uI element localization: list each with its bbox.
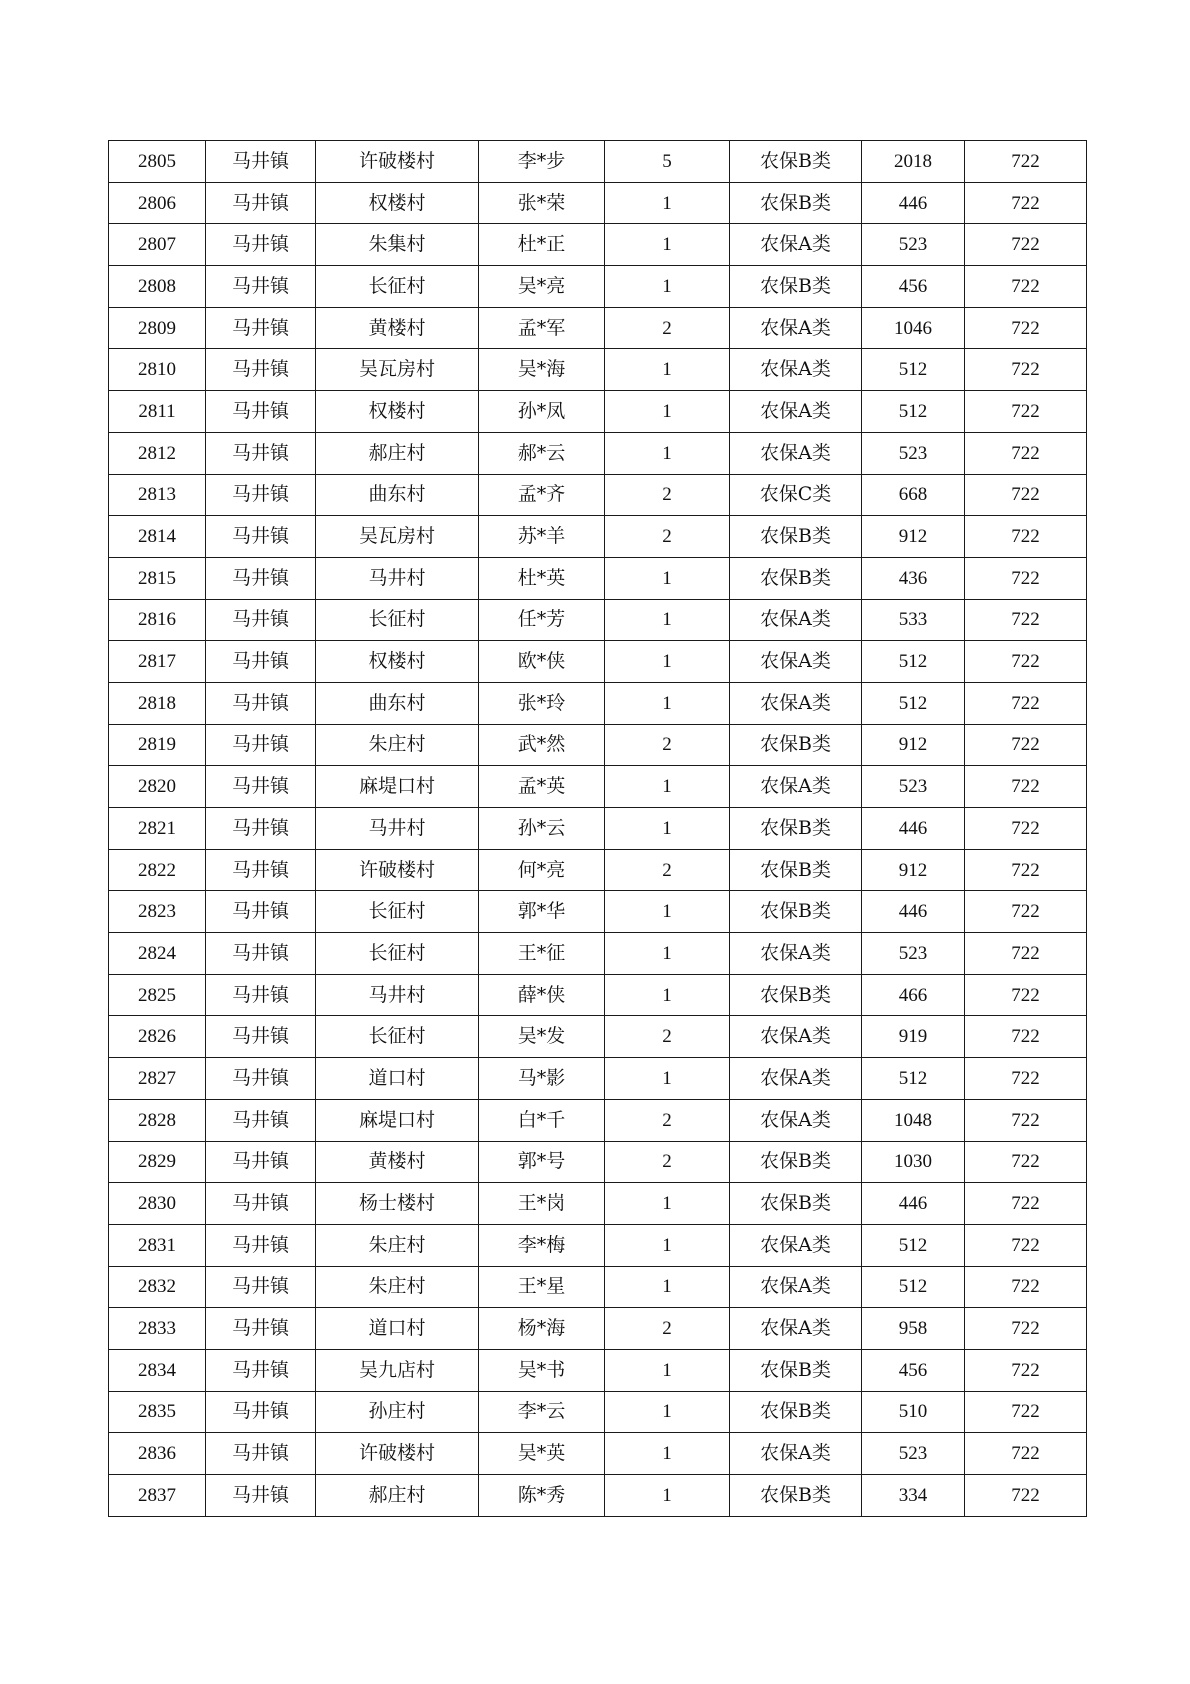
name-cell: 孙*云 [479,808,605,850]
serial-number-cell: 2832 [109,1266,206,1308]
serial-number-cell: 2820 [109,766,206,808]
household-size-cell: 1 [605,766,730,808]
name-cell: 何*亮 [479,849,605,891]
amount-cell: 1030 [862,1141,965,1183]
serial-number-cell: 2810 [109,349,206,391]
standard-cell: 722 [965,1058,1087,1100]
amount-cell: 446 [862,182,965,224]
household-size-cell: 2 [605,1308,730,1350]
village-cell: 黄楼村 [316,1141,479,1183]
household-size-cell: 2 [605,1099,730,1141]
standard-cell: 722 [965,1224,1087,1266]
insurance-category-cell: 农保B类 [730,1475,862,1517]
household-size-cell: 2 [605,1141,730,1183]
serial-number-cell: 2825 [109,974,206,1016]
village-cell: 道口村 [316,1058,479,1100]
village-cell: 长征村 [316,891,479,933]
name-cell: 李*步 [479,141,605,183]
household-size-cell: 1 [605,1391,730,1433]
table-row [109,1058,1087,1100]
household-size-cell: 1 [605,933,730,975]
household-size-cell: 1 [605,224,730,266]
household-size-cell: 1 [605,1475,730,1517]
standard-cell: 722 [965,599,1087,641]
amount-cell: 466 [862,974,965,1016]
name-cell: 郝*云 [479,432,605,474]
table-row [109,1433,1087,1475]
town-cell: 马井镇 [206,182,316,224]
village-cell: 曲东村 [316,682,479,724]
serial-number-cell: 2830 [109,1183,206,1225]
insurance-category-cell: 农保A类 [730,1016,862,1058]
table-row [109,557,1087,599]
amount-cell: 668 [862,474,965,516]
amount-cell: 512 [862,349,965,391]
table-row [109,1016,1087,1058]
name-cell: 白*千 [479,1099,605,1141]
insurance-category-cell: 农保A类 [730,641,862,683]
serial-number-cell: 2818 [109,682,206,724]
town-cell: 马井镇 [206,1099,316,1141]
village-cell: 长征村 [316,599,479,641]
town-cell: 马井镇 [206,1141,316,1183]
amount-cell: 912 [862,516,965,558]
standard-cell: 722 [965,432,1087,474]
serial-number-cell: 2831 [109,1224,206,1266]
serial-number-cell: 2809 [109,307,206,349]
village-cell: 马井村 [316,808,479,850]
village-cell: 许破楼村 [316,849,479,891]
town-cell: 马井镇 [206,266,316,308]
insurance-category-cell: 农保A类 [730,224,862,266]
amount-cell: 523 [862,1433,965,1475]
amount-cell: 446 [862,891,965,933]
household-size-cell: 1 [605,1058,730,1100]
serial-number-cell: 2836 [109,1433,206,1475]
household-size-cell: 2 [605,1016,730,1058]
town-cell: 马井镇 [206,974,316,1016]
standard-cell: 722 [965,516,1087,558]
serial-number-cell: 2816 [109,599,206,641]
town-cell: 马井镇 [206,1308,316,1350]
amount-cell: 446 [862,808,965,850]
standard-cell: 722 [965,1349,1087,1391]
village-cell: 黄楼村 [316,307,479,349]
table-row [109,599,1087,641]
village-cell: 长征村 [316,933,479,975]
town-cell: 马井镇 [206,766,316,808]
standard-cell: 722 [965,766,1087,808]
insurance-category-cell: 农保B类 [730,516,862,558]
table-row [109,891,1087,933]
insurance-category-cell: 农保B类 [730,808,862,850]
town-cell: 马井镇 [206,1058,316,1100]
insurance-category-cell: 农保B类 [730,1349,862,1391]
name-cell: 薛*侠 [479,974,605,1016]
standard-cell: 722 [965,307,1087,349]
village-cell: 马井村 [316,974,479,1016]
standard-cell: 722 [965,141,1087,183]
name-cell: 马*影 [479,1058,605,1100]
town-cell: 马井镇 [206,1183,316,1225]
standard-cell: 722 [965,349,1087,391]
village-cell: 麻堤口村 [316,1099,479,1141]
standard-cell: 722 [965,1016,1087,1058]
name-cell: 武*然 [479,724,605,766]
insurance-category-cell: 农保B类 [730,1391,862,1433]
table-row [109,641,1087,683]
village-cell: 朱庄村 [316,724,479,766]
town-cell: 马井镇 [206,1475,316,1517]
table-row [109,766,1087,808]
insurance-category-cell: 农保A类 [730,432,862,474]
standard-cell: 722 [965,682,1087,724]
household-size-cell: 1 [605,1224,730,1266]
town-cell: 马井镇 [206,682,316,724]
name-cell: 王*岗 [479,1183,605,1225]
village-cell: 朱集村 [316,224,479,266]
table-row [109,182,1087,224]
insurance-category-cell: 农保B类 [730,1141,862,1183]
village-cell: 道口村 [316,1308,479,1350]
amount-cell: 436 [862,557,965,599]
amount-cell: 456 [862,266,965,308]
town-cell: 马井镇 [206,141,316,183]
amount-cell: 1048 [862,1099,965,1141]
name-cell: 郭*号 [479,1141,605,1183]
name-cell: 杨*海 [479,1308,605,1350]
amount-cell: 512 [862,391,965,433]
name-cell: 李*云 [479,1391,605,1433]
name-cell: 张*荣 [479,182,605,224]
village-cell: 长征村 [316,266,479,308]
table-row [109,682,1087,724]
name-cell: 吴*亮 [479,266,605,308]
standard-cell: 722 [965,1308,1087,1350]
serial-number-cell: 2814 [109,516,206,558]
insurance-category-cell: 农保B类 [730,724,862,766]
serial-number-cell: 2821 [109,808,206,850]
town-cell: 马井镇 [206,391,316,433]
amount-cell: 2018 [862,141,965,183]
household-size-cell: 5 [605,141,730,183]
table-row [109,224,1087,266]
village-cell: 麻堤口村 [316,766,479,808]
serial-number-cell: 2806 [109,182,206,224]
name-cell: 杜*英 [479,557,605,599]
standard-cell: 722 [965,1475,1087,1517]
village-cell: 权楼村 [316,641,479,683]
village-cell: 郝庄村 [316,1475,479,1517]
standard-cell: 722 [965,1391,1087,1433]
village-cell: 吴瓦房村 [316,349,479,391]
amount-cell: 919 [862,1016,965,1058]
standard-cell: 722 [965,974,1087,1016]
village-cell: 许破楼村 [316,141,479,183]
serial-number-cell: 2833 [109,1308,206,1350]
standard-cell: 722 [965,724,1087,766]
insurance-category-cell: 农保A类 [730,1266,862,1308]
household-size-cell: 1 [605,599,730,641]
insurance-category-cell: 农保A类 [730,349,862,391]
town-cell: 马井镇 [206,557,316,599]
name-cell: 陈*秀 [479,1475,605,1517]
amount-cell: 512 [862,641,965,683]
household-size-cell: 1 [605,891,730,933]
table-row [109,391,1087,433]
insurance-category-cell: 农保B类 [730,974,862,1016]
name-cell: 张*玲 [479,682,605,724]
village-cell: 曲东村 [316,474,479,516]
name-cell: 郭*华 [479,891,605,933]
serial-number-cell: 2834 [109,1349,206,1391]
table-row [109,1099,1087,1141]
serial-number-cell: 2837 [109,1475,206,1517]
insurance-category-cell: 农保B类 [730,141,862,183]
amount-cell: 512 [862,1266,965,1308]
name-cell: 孟*军 [479,307,605,349]
table-row [109,1141,1087,1183]
household-size-cell: 1 [605,557,730,599]
amount-cell: 510 [862,1391,965,1433]
village-cell: 杨士楼村 [316,1183,479,1225]
insurance-category-cell: 农保A类 [730,307,862,349]
village-cell: 孙庄村 [316,1391,479,1433]
serial-number-cell: 2829 [109,1141,206,1183]
village-cell: 权楼村 [316,182,479,224]
table-row [109,1349,1087,1391]
household-size-cell: 1 [605,349,730,391]
table-row [109,516,1087,558]
insurance-category-cell: 农保B类 [730,266,862,308]
amount-cell: 912 [862,724,965,766]
amount-cell: 523 [862,224,965,266]
town-cell: 马井镇 [206,933,316,975]
household-size-cell: 1 [605,974,730,1016]
town-cell: 马井镇 [206,307,316,349]
village-cell: 马井村 [316,557,479,599]
table-row [109,307,1087,349]
table-row [109,349,1087,391]
household-size-cell: 1 [605,1433,730,1475]
insurance-category-cell: 农保A类 [730,766,862,808]
table-row [109,1224,1087,1266]
town-cell: 马井镇 [206,808,316,850]
standard-cell: 722 [965,391,1087,433]
serial-number-cell: 2805 [109,141,206,183]
village-cell: 长征村 [316,1016,479,1058]
name-cell: 孟*齐 [479,474,605,516]
town-cell: 马井镇 [206,1433,316,1475]
standard-cell: 722 [965,1099,1087,1141]
town-cell: 马井镇 [206,1266,316,1308]
serial-number-cell: 2828 [109,1099,206,1141]
table-row [109,808,1087,850]
serial-number-cell: 2835 [109,1391,206,1433]
serial-number-cell: 2811 [109,391,206,433]
amount-cell: 512 [862,1058,965,1100]
village-cell: 权楼村 [316,391,479,433]
table-row [109,974,1087,1016]
name-cell: 任*芳 [479,599,605,641]
insurance-category-cell: 农保B类 [730,891,862,933]
amount-cell: 912 [862,849,965,891]
village-cell: 许破楼村 [316,1433,479,1475]
serial-number-cell: 2813 [109,474,206,516]
serial-number-cell: 2819 [109,724,206,766]
name-cell: 孙*凤 [479,391,605,433]
town-cell: 马井镇 [206,516,316,558]
village-cell: 朱庄村 [316,1266,479,1308]
village-cell: 吴瓦房村 [316,516,479,558]
serial-number-cell: 2807 [109,224,206,266]
insurance-category-cell: 农保A类 [730,1058,862,1100]
standard-cell: 722 [965,933,1087,975]
table-row [109,724,1087,766]
household-size-cell: 1 [605,266,730,308]
household-size-cell: 2 [605,849,730,891]
village-cell: 朱庄村 [316,1224,479,1266]
insurance-category-cell: 农保C类 [730,474,862,516]
town-cell: 马井镇 [206,891,316,933]
town-cell: 马井镇 [206,474,316,516]
household-size-cell: 2 [605,307,730,349]
insurance-category-cell: 农保A类 [730,1224,862,1266]
insurance-category-cell: 农保A类 [730,391,862,433]
insurance-category-cell: 农保B类 [730,1183,862,1225]
serial-number-cell: 2812 [109,432,206,474]
household-size-cell: 2 [605,474,730,516]
table-row [109,1266,1087,1308]
household-size-cell: 1 [605,1266,730,1308]
amount-cell: 523 [862,432,965,474]
amount-cell: 334 [862,1475,965,1517]
name-cell: 王*征 [479,933,605,975]
standard-cell: 722 [965,891,1087,933]
serial-number-cell: 2817 [109,641,206,683]
name-cell: 吴*海 [479,349,605,391]
town-cell: 马井镇 [206,1391,316,1433]
serial-number-cell: 2808 [109,266,206,308]
name-cell: 欧*侠 [479,641,605,683]
standard-cell: 722 [965,1266,1087,1308]
household-size-cell: 1 [605,182,730,224]
standard-cell: 722 [965,1141,1087,1183]
household-size-cell: 1 [605,1183,730,1225]
amount-cell: 512 [862,1224,965,1266]
standard-cell: 722 [965,266,1087,308]
table-row [109,1475,1087,1517]
town-cell: 马井镇 [206,224,316,266]
insurance-category-cell: 农保A类 [730,1433,862,1475]
table-row [109,432,1087,474]
household-size-cell: 1 [605,1349,730,1391]
town-cell: 马井镇 [206,1224,316,1266]
household-size-cell: 1 [605,432,730,474]
amount-cell: 523 [862,933,965,975]
town-cell: 马井镇 [206,599,316,641]
standard-cell: 722 [965,182,1087,224]
household-size-cell: 1 [605,808,730,850]
amount-cell: 446 [862,1183,965,1225]
roster-table-body [109,141,1087,1517]
amount-cell: 523 [862,766,965,808]
village-cell: 郝庄村 [316,432,479,474]
town-cell: 马井镇 [206,349,316,391]
serial-number-cell: 2824 [109,933,206,975]
household-size-cell: 1 [605,641,730,683]
amount-cell: 958 [862,1308,965,1350]
standard-cell: 722 [965,1183,1087,1225]
insurance-category-cell: 农保A类 [730,682,862,724]
household-size-cell: 1 [605,682,730,724]
insurance-category-cell: 农保A类 [730,1308,862,1350]
household-size-cell: 2 [605,724,730,766]
town-cell: 马井镇 [206,849,316,891]
standard-cell: 722 [965,557,1087,599]
standard-cell: 722 [965,224,1087,266]
roster-table [108,140,1087,1517]
name-cell: 吴*英 [479,1433,605,1475]
insurance-category-cell: 农保B类 [730,557,862,599]
table-row [109,1391,1087,1433]
standard-cell: 722 [965,641,1087,683]
name-cell: 苏*羊 [479,516,605,558]
name-cell: 杜*正 [479,224,605,266]
standard-cell: 722 [965,474,1087,516]
standard-cell: 722 [965,808,1087,850]
amount-cell: 512 [862,682,965,724]
name-cell: 王*星 [479,1266,605,1308]
household-size-cell: 1 [605,391,730,433]
serial-number-cell: 2815 [109,557,206,599]
town-cell: 马井镇 [206,641,316,683]
amount-cell: 1046 [862,307,965,349]
town-cell: 马井镇 [206,432,316,474]
insurance-category-cell: 农保A类 [730,933,862,975]
town-cell: 马井镇 [206,1349,316,1391]
town-cell: 马井镇 [206,724,316,766]
amount-cell: 456 [862,1349,965,1391]
household-size-cell: 2 [605,516,730,558]
insurance-category-cell: 农保A类 [730,1099,862,1141]
serial-number-cell: 2823 [109,891,206,933]
insurance-category-cell: 农保B类 [730,182,862,224]
standard-cell: 722 [965,1433,1087,1475]
serial-number-cell: 2827 [109,1058,206,1100]
insurance-category-cell: 农保A类 [730,599,862,641]
name-cell: 李*梅 [479,1224,605,1266]
town-cell: 马井镇 [206,1016,316,1058]
name-cell: 吴*发 [479,1016,605,1058]
table-row [109,933,1087,975]
name-cell: 吴*书 [479,1349,605,1391]
insurance-category-cell: 农保B类 [730,849,862,891]
table-row [109,474,1087,516]
village-cell: 吴九店村 [316,1349,479,1391]
standard-cell: 722 [965,849,1087,891]
table-row [109,849,1087,891]
table-row [109,141,1087,183]
table-row [109,1308,1087,1350]
serial-number-cell: 2822 [109,849,206,891]
serial-number-cell: 2826 [109,1016,206,1058]
table-row [109,266,1087,308]
amount-cell: 533 [862,599,965,641]
table-row [109,1183,1087,1225]
name-cell: 孟*英 [479,766,605,808]
